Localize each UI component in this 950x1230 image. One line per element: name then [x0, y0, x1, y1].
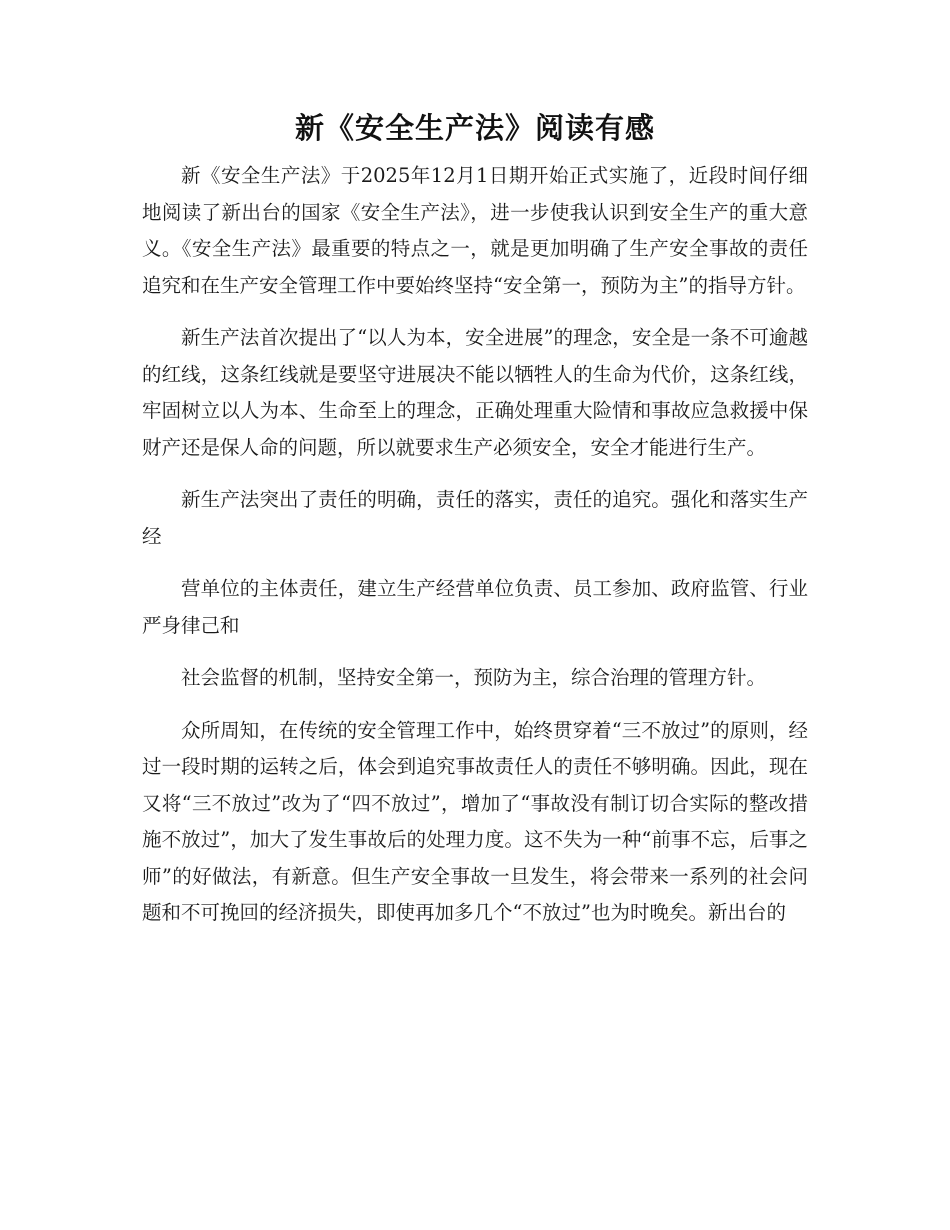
paragraph-2: 新生产法首次提出了“以人为本，安全进展”的理念，安全是一条不可逾越的红线，这条红线就是要坚守进展决不能以牺牲人的生命为代价，这条红线，牢固树立以人为本、生命至上的理念，正确处理重大险情和事故应急救援中保财产还是保人命的问题，所以就要求生产必须安全，安全才能进行生产。 — [142, 326, 808, 459]
document-title: 新《安全生产法》阅读有感 — [294, 111, 655, 145]
paragraph-1: 新《安全生产法》于2025年12月1日期开始正式实施了，近段时间仔细地阅读了新出台的国家《安全生产法》，进一步使我认识到安全生产的重大意义。《安全生产法》最重要的特点之一，就是更加明确了生产安全事故的责任追究和在生产安全管理工作中要始终坚持“安全第一，预防为主”的指导方针。 — [142, 164, 808, 297]
paragraph-5: 社会监督的机制，坚持安全第一，预防为主，综合治理的管理方针。 — [181, 666, 767, 689]
paragraph-4: 营单位的主体责任，建立生产经营单位负责、员工参加、政府监管、行业严身律己和 — [142, 577, 808, 637]
document-page — [142, 108, 808, 932]
paragraph-3: 新生产法突出了责任的明确，责任的落实，责任的追究。强化和落实生产经 — [142, 488, 808, 548]
paragraph-6: 众所周知，在传统的安全管理工作中，始终贯穿着“三不放过”的原则，经过一段时期的运转之后，体会到追究事故责任人的责任不够明确。因此，现在又将“三不放过”改为了“四不放过”，增加了“事故没有制订切合实际的整改措施不放过”，加大了发生事故后的处理力度。这不失为一种“前事不忘，后事之师”的好做法，有新意。但生产安全事故一旦发生，将会带来一系列的社会问题和不可挽回的经济损失，即使再加多几个“不放过”也为时晚矣。新出台的 — [142, 718, 808, 924]
